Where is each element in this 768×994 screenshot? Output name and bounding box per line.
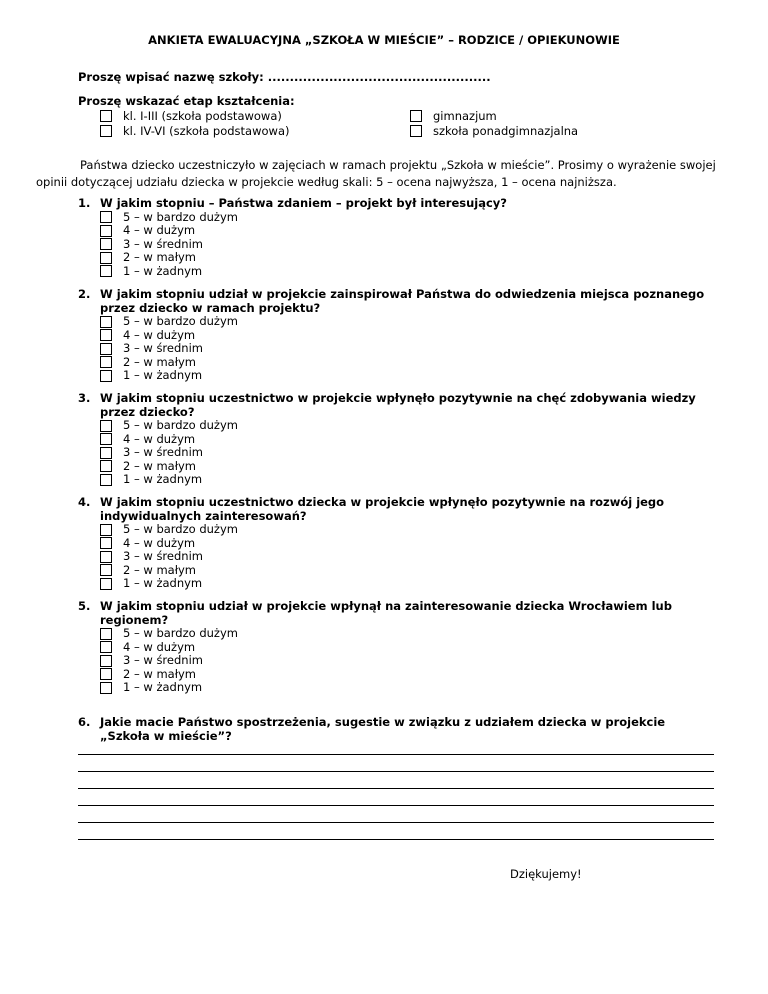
answer-option[interactable]	[100, 654, 718, 668]
stage-option-3[interactable]	[410, 109, 497, 123]
checkbox[interactable]	[100, 551, 112, 563]
checkbox[interactable]	[100, 447, 112, 459]
question-4	[78, 496, 718, 591]
intro-text: Państwa dziecko uczestniczyło w zajęciach w ramach projektu „Szkoła w mieście”. Prosimy o wyrażenie swojej opinii dotyczącej udziału dziecka w projekcie według skali: 5 – ocena najwyższa, 1 – ocena najniższa.	[36, 158, 716, 189]
answer-label: 5 – w bardzo dużym	[123, 522, 238, 536]
stage-option-4[interactable]	[410, 124, 578, 138]
answer-label: 4 – w dużym	[123, 223, 196, 237]
checkbox[interactable]	[100, 474, 112, 486]
answer-line[interactable]	[78, 822, 714, 823]
stage-option-2[interactable]	[100, 124, 289, 138]
form-title: ANKIETA EWALUACYJNA „SZKOŁA W MIEŚCIE” – RODZICE / OPIEKUNOWIE	[148, 33, 620, 47]
checkbox[interactable]	[100, 252, 112, 264]
checkbox[interactable]	[100, 125, 112, 137]
answer-option[interactable]	[100, 211, 718, 225]
answer-label: 5 – w bardzo dużym	[123, 626, 238, 640]
answer-label: 1 – w żadnym	[123, 472, 203, 486]
answer-label: 4 – w dużym	[123, 639, 196, 654]
checkbox[interactable]	[100, 225, 112, 237]
answer-option[interactable]	[100, 356, 718, 370]
answer-option[interactable]	[100, 577, 718, 591]
checkbox[interactable]	[100, 655, 112, 667]
stage-heading: Proszę wskazać etap kształcenia:	[78, 94, 295, 108]
answer-label: 5 – w bardzo dużym	[123, 209, 238, 224]
answer-label: 4 – w dużym	[123, 327, 196, 342]
answer-label: 2 – w małym	[123, 458, 196, 473]
answer-label: 1 – w żadnym	[123, 576, 203, 590]
answer-option[interactable]	[100, 329, 718, 343]
answer-line[interactable]	[78, 771, 714, 772]
checkbox[interactable]	[100, 668, 112, 680]
question-3	[78, 392, 718, 487]
answer-option[interactable]	[100, 224, 718, 238]
checkbox[interactable]	[100, 578, 112, 590]
answer-label: 1 – w żadnym	[123, 368, 203, 382]
answer-label: 4 – w dużym	[123, 535, 196, 550]
checkbox[interactable]	[100, 641, 112, 653]
answer-option[interactable]	[100, 564, 718, 578]
question-6	[78, 716, 718, 743]
question-1	[78, 197, 718, 278]
checkbox[interactable]	[100, 420, 112, 432]
stage-option-label: kl. IV-VI (szkoła podstawowa)	[123, 124, 290, 138]
checkbox[interactable]	[100, 433, 112, 445]
answer-option[interactable]	[100, 433, 718, 447]
question-number: 1.	[78, 196, 91, 210]
answer-option[interactable]	[100, 419, 718, 433]
checkbox[interactable]	[100, 524, 112, 536]
question-text: Jakie macie Państwo spostrzeżenia, sugestie w związku z udziałem dziecka w projekcie „Szkoła w mieście”?	[100, 715, 666, 743]
checkbox[interactable]	[100, 343, 112, 355]
stage-option-1[interactable]	[100, 109, 282, 123]
answer-line[interactable]	[78, 805, 714, 806]
answer-option[interactable]	[100, 315, 718, 329]
checkbox[interactable]	[410, 125, 422, 137]
answer-option[interactable]	[100, 446, 718, 460]
checkbox[interactable]	[100, 265, 112, 277]
answer-label: 2 – w małym	[123, 250, 196, 264]
answer-label: 5 – w bardzo dużym	[123, 418, 238, 432]
checkbox[interactable]	[100, 238, 112, 250]
school-name-prompt[interactable]: Proszę wpisać nazwę szkoły: ...................................................	[78, 70, 491, 84]
checkbox[interactable]	[100, 110, 112, 122]
question-number: 4.	[78, 495, 91, 509]
answer-option[interactable]	[100, 641, 718, 655]
checkbox[interactable]	[100, 460, 112, 472]
answer-label: 2 – w małym	[123, 666, 196, 681]
checkbox[interactable]	[100, 628, 112, 640]
stage-option-label: szkoła ponadgimnazjalna	[433, 124, 579, 138]
checkbox[interactable]	[100, 682, 112, 694]
checkbox[interactable]	[100, 329, 112, 341]
question-text: W jakim stopniu udział w projekcie zainspirował Państwa do odwiedzenia miejsca poznanego przez dziecko w ramach projektu?	[100, 287, 705, 315]
answer-option[interactable]	[100, 523, 718, 537]
answer-label: 5 – w bardzo dużym	[123, 314, 238, 328]
checkbox[interactable]	[100, 564, 112, 576]
checkbox[interactable]	[100, 370, 112, 382]
answer-line[interactable]	[78, 839, 714, 840]
answer-label: 3 – w średnim	[123, 236, 203, 251]
answer-option[interactable]	[100, 668, 718, 682]
answer-option[interactable]	[100, 238, 718, 252]
answer-option[interactable]	[100, 369, 718, 383]
question-5	[78, 600, 718, 695]
checkbox[interactable]	[100, 356, 112, 368]
answer-line[interactable]	[78, 788, 714, 789]
answer-label: 3 – w średnim	[123, 653, 203, 667]
answer-option[interactable]	[100, 681, 718, 695]
stage-option-label: kl. I-III (szkoła podstawowa)	[123, 109, 282, 123]
answer-option[interactable]	[100, 550, 718, 564]
question-text: W jakim stopniu – Państwa zdaniem – projekt był interesujący?	[100, 196, 507, 210]
answer-option[interactable]	[100, 342, 718, 356]
question-number: 3.	[78, 391, 91, 405]
answer-option[interactable]	[100, 251, 718, 265]
answer-option[interactable]	[100, 460, 718, 474]
answer-option[interactable]	[100, 473, 718, 487]
checkbox[interactable]	[100, 211, 112, 223]
answer-label: 1 – w żadnym	[123, 263, 203, 278]
question-text: W jakim stopniu uczestnictwo w projekcie wpłynęło pozytywnie na chęć zdobywania wiedzy przez dziecko?	[100, 391, 696, 419]
checkbox[interactable]	[410, 110, 422, 122]
checkbox[interactable]	[100, 537, 112, 549]
question-number: 6.	[78, 715, 91, 729]
answer-label: 1 – w żadnym	[123, 680, 203, 694]
answer-label: 2 – w małym	[123, 562, 196, 577]
answer-label: 2 – w małym	[123, 354, 196, 369]
thanks-text: Dziękujemy!	[510, 867, 582, 881]
question-number: 2.	[78, 287, 91, 301]
question-number: 5.	[78, 599, 91, 613]
stage-option-label: gimnazjum	[433, 109, 497, 123]
question-text: W jakim stopniu uczestnictwo dziecka w projekcie wpłynęło pozytywnie na rozwój jego indywidualnych zainteresowań?	[100, 495, 665, 523]
answer-label: 3 – w średnim	[123, 549, 203, 563]
answer-option[interactable]	[100, 537, 718, 551]
answer-option[interactable]	[100, 265, 718, 279]
answer-line[interactable]	[78, 754, 714, 755]
answer-label: 3 – w średnim	[123, 341, 203, 355]
answer-label: 4 – w dużym	[123, 431, 196, 446]
question-2	[78, 288, 718, 383]
checkbox[interactable]	[100, 316, 112, 328]
question-text: W jakim stopniu udział w projekcie wpłynął na zainteresowanie dziecka Wrocławiem lub regionem?	[100, 599, 672, 627]
answer-option[interactable]	[100, 627, 718, 641]
answer-label: 3 – w średnim	[123, 445, 203, 459]
